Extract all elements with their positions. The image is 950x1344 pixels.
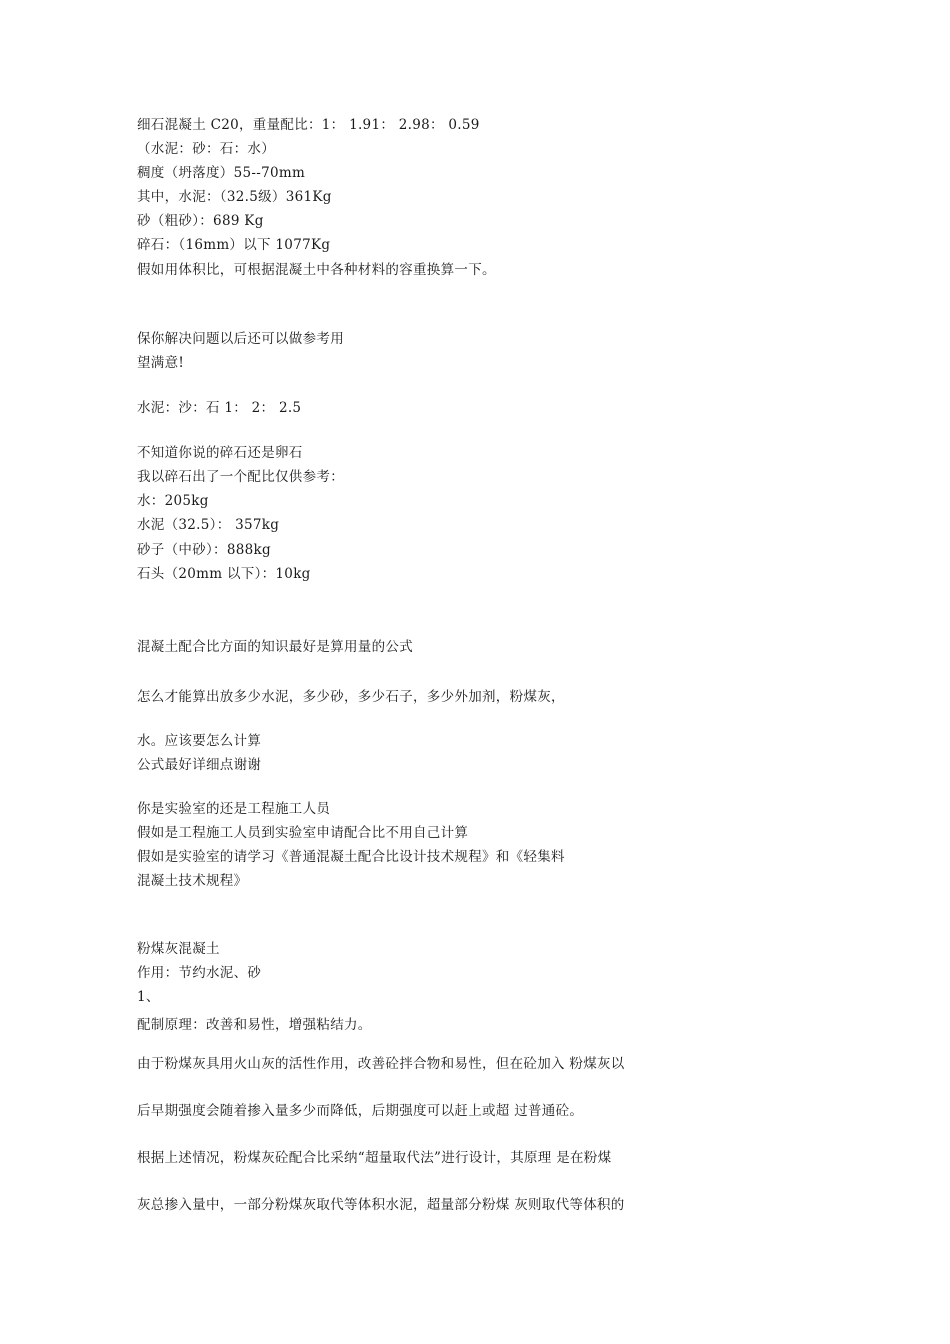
text-line: 作用：节约水泥、砂	[137, 965, 262, 981]
text-line: 不知道你说的碎石还是卵石	[137, 445, 303, 461]
text-line: 灰总掺入量中，一部分粉煤灰取代等体积水泥，超量部分粉煤 灰则取代等体积的	[137, 1197, 625, 1213]
text-line: 配制原理：改善和易性，增强粘结力。	[137, 1017, 372, 1033]
text-line: 水泥：沙：石 1： 2： 2.5	[137, 400, 302, 416]
text-line: （水泥：砂：石：水）	[137, 141, 275, 157]
text-line: 其中，水泥：（32.5级）361Kg	[137, 189, 332, 205]
text-line: 水：205kg	[137, 493, 209, 509]
text-line: 碎石：（16mm）以下 1077Kg	[137, 237, 331, 253]
text-line: 粉煤灰混凝土	[137, 941, 220, 957]
text-line: 由于粉煤灰具用火山灰的活性作用，改善砼拌合物和易性，但在砼加入 粉煤灰以	[137, 1056, 625, 1072]
text-line: 细石混凝土 C20，重量配比：1： 1.91： 2.98： 0.59	[137, 117, 480, 133]
text-line: 水。应该要怎么计算	[137, 733, 262, 749]
text-line: 砂（粗砂）：689 Kg	[137, 213, 264, 229]
text-line: 混凝土配合比方面的知识最好是算用量的公式	[137, 639, 413, 655]
text-line: 假如是实验室的请学习《普通混凝土配合比设计技术规程》和《轻集料	[137, 849, 565, 865]
text-line: 你是实验室的还是工程施工人员	[137, 801, 331, 817]
text-line: 后早期强度会随着掺入量多少而降低，后期强度可以赶上或超 过普通砼。	[137, 1103, 584, 1119]
text-line: 公式最好详细点谢谢	[137, 757, 262, 773]
text-line: 根据上述情况，粉煤灰砼配合比采纳“超量取代法”进行设计，其原理 是在粉煤	[137, 1150, 612, 1166]
text-line: 假如用体积比，可根据混凝土中各种材料的容重换算一下。	[137, 262, 496, 278]
text-line: 怎么才能算出放多少水泥，多少砂，多少石子，多少外加剂，粉煤灰，	[137, 689, 565, 705]
text-line: 我以碎石出了一个配比仅供参考：	[137, 469, 344, 485]
text-line: 1、	[137, 989, 160, 1005]
text-line: 混凝土技术规程》	[137, 873, 248, 889]
text-line: 假如是工程施工人员到实验室申请配合比不用自己计算	[137, 825, 469, 841]
text-line: 稠度（坍落度）55--70mm	[137, 165, 306, 181]
text-line: 砂子（中砂）：888kg	[137, 542, 271, 558]
text-line: 水泥（32.5）： 357kg	[137, 517, 280, 533]
text-line: 望满意!	[137, 355, 185, 371]
text-line: 石头（20mm 以下）：10kg	[137, 566, 311, 582]
text-line: 保你解决问题以后还可以做参考用	[137, 331, 344, 347]
